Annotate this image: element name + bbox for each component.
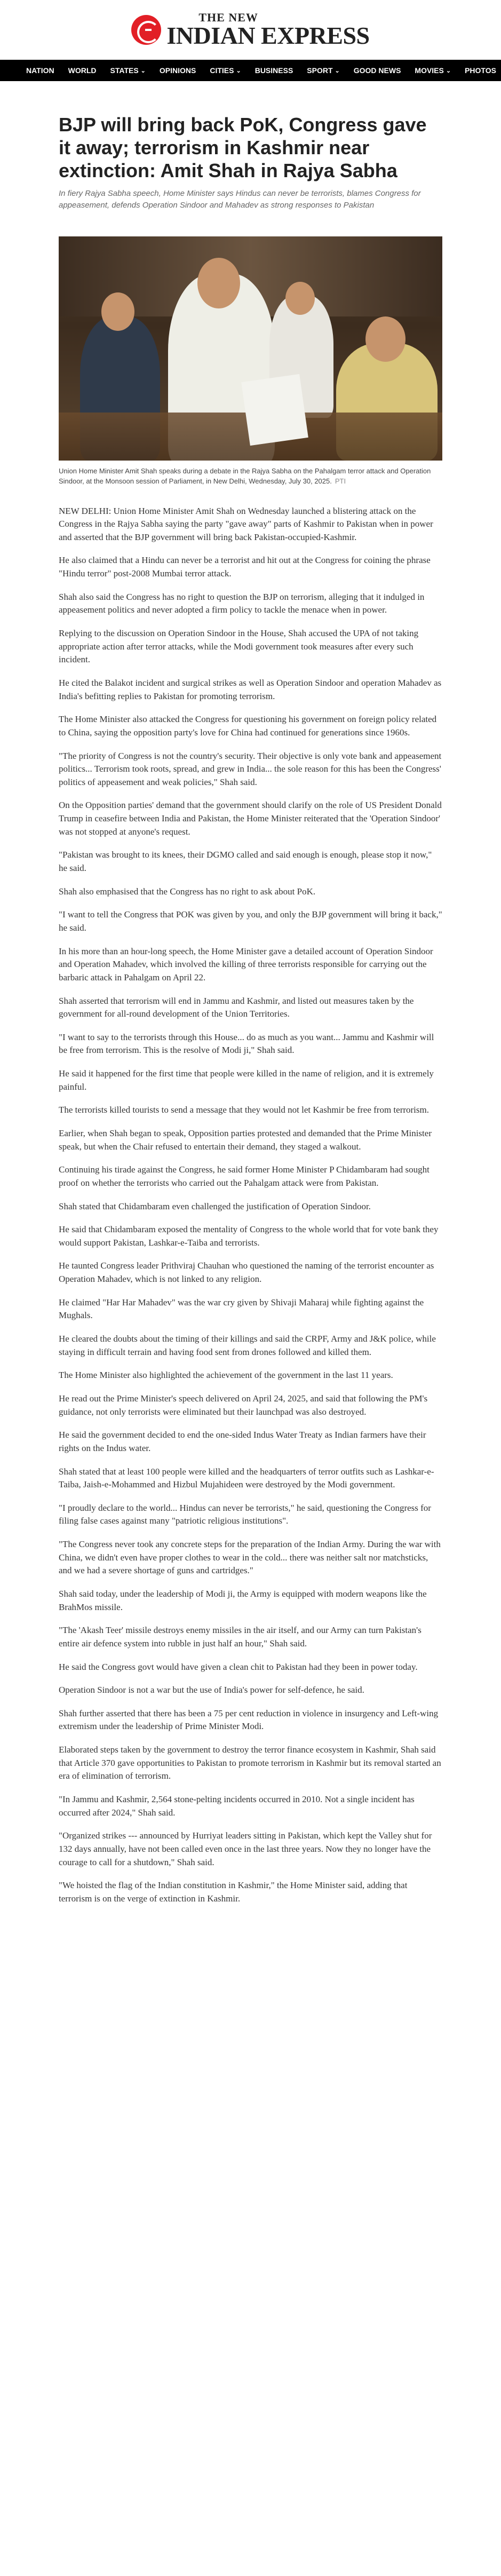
article-paragraph: Shah also emphasised that the Congress has no right to ask about PoK. bbox=[59, 886, 316, 897]
nav-item-label: STATES bbox=[110, 66, 139, 75]
article-paragraph: He said it happened for the first time that people were killed in the name of religion, and it is extremely painful. bbox=[59, 1068, 434, 1092]
article-paragraph: "The Congress never took any concrete steps for the preparation of the Indian Army. During the war with China, we didn't even have proper clothes to wear in the cold... there was neither salt nor matchsticks, and we had a severe shortage of guns and cartridges." bbox=[59, 1539, 441, 1576]
chevron-down-icon: ⌄ bbox=[140, 67, 146, 74]
nav-item-cities[interactable] bbox=[203, 66, 248, 75]
article-paragraph: Shah stated that Chidambaram even challenged the justification of Operation Sindoor. bbox=[59, 1201, 371, 1211]
chevron-down-icon: ⌄ bbox=[335, 67, 340, 74]
article-paragraph: He claimed "Har Har Mahadev" was the war cry given by Shivaji Maharaj while fighting against the Mughals. bbox=[59, 1297, 424, 1321]
article-paragraph: He cited the Balakot incident and surgical strikes as well as Operation Sindoor and operation Mahadev as India's befitting replies to Pakistan for promoting terrorism. bbox=[59, 677, 442, 701]
article-paragraph: "I proudly declare to the world... Hindus can never be terrorists," he said, questioning the Congress for filing false cases against many "patriotic religious institutions". bbox=[59, 1502, 431, 1526]
article-paragraph: On the Opposition parties' demand that the government should clarify on the role of US President Donald Trump in ceasefire between India and Pakistan, the Home Minister reiterated that the 'Operation Sindoor' was not stopped at anyone's request. bbox=[59, 800, 442, 837]
article-paragraph: He said that Chidambaram exposed the mentality of Congress to the whole world that for vote bank they would support Pakistan, Lashkar-e-Taiba and terrorists. bbox=[59, 1224, 439, 1248]
photo-caption bbox=[59, 466, 442, 487]
article-summary: In fiery Rajya Sabha speech, Home Minister says Hindus can never be terrorists, blames Congress for appeasement, defends Operation Sindoor and Mahadev as strong responses to Pakistan bbox=[59, 188, 421, 210]
photo-head-center bbox=[197, 258, 240, 308]
article-paragraph: He read out the Prime Minister's speech delivered on April 24, 2025, and said that following the PM's guidance, not only terrorists were eliminated but their launchpad was also destroyed. bbox=[59, 1393, 428, 1417]
article-paragraph: "We hoisted the flag of the Indian constitution in Kashmir," the Home Minister said, adding that terrorism is on the verge of extinction in Kashmir. bbox=[59, 1880, 408, 1904]
photo-head-back bbox=[285, 282, 315, 315]
chevron-down-icon: ⌄ bbox=[446, 67, 451, 74]
chevron-down-icon: ⌄ bbox=[236, 67, 241, 74]
nav-item-label: BUSINESS bbox=[255, 66, 293, 75]
article-paragraph: He said the government decided to end the one-sided Indus Water Treaty as Indian farmers have their rights on the Indus water. bbox=[59, 1430, 426, 1453]
article-paragraph: Shah stated that at least 100 people were killed and the headquarters of terror outfits such as Lashkar-e-Taiba, Jaish-e-Mohammed and Hizbul Mujahideen were destroyed by the Modi government. bbox=[59, 1466, 434, 1490]
nav-item-label: PHOTOS bbox=[465, 66, 496, 75]
article-paragraph: Shah asserted that terrorism will end in Jammu and Kashmir, and listed out measures taken by the government for all-round development of the Union Territories. bbox=[59, 995, 414, 1019]
article-paragraph: Shah also said the Congress has no right to question the BJP on terrorism, alleging that it indulged in appeasement politics and never adopted a firm policy to tackle the menace when in power. bbox=[59, 591, 425, 615]
nav-item-world[interactable] bbox=[61, 66, 104, 75]
photo-credit: PTI bbox=[335, 477, 346, 486]
nav-item-states[interactable] bbox=[104, 66, 153, 75]
article-paragraph: NEW DELHI: Union Home Minister Amit Shah on Wednesday launched a blistering attack on the Congress in the Rajya Sabha saying the party "gave away" parts of Kashmir to Pakistan when in power and asserted that the BJP government will bring back Pakistan-occupied-Kashmir. bbox=[59, 505, 433, 542]
express-logo-icon bbox=[131, 15, 161, 45]
nav-item-label: WORLD bbox=[68, 66, 97, 75]
article-paragraph: The Home Minister also attacked the Congress for questioning his government on foreign policy related to China, saying the opposition party's love for China had continued for generations since 1960s. bbox=[59, 714, 437, 738]
nav-item-sport[interactable] bbox=[300, 66, 346, 75]
article-paragraph: "In Jammu and Kashmir, 2,564 stone-pelting incidents occurred in 2010. Not a single incident has occurred after 2024," Shah said. bbox=[59, 1794, 415, 1818]
photo-papers bbox=[241, 374, 308, 445]
article-paragraph: Earlier, when Shah began to speak, Opposition parties protested and demanded that the Prime Minister speak, but when the Chair refused to entertain their demand, they staged a walkout. bbox=[59, 1128, 432, 1152]
nav-item-nation[interactable] bbox=[19, 66, 61, 75]
nav-item-label: CITIES bbox=[210, 66, 234, 75]
article-paragraph: "I want to say to the terrorists through this House... do as much as you want... Jammu and Kashmir will be free from terrorism. This is the resolve of Modi ji," Shah said. bbox=[59, 1032, 434, 1056]
article-photo[interactable] bbox=[59, 236, 442, 461]
article-headline: BJP will bring back PoK, Congress gave it away; terrorism in Kashmir near extinction: Amit Shah in Rajya Sabha bbox=[59, 114, 427, 182]
article-paragraph: He also claimed that a Hindu can never be a terrorist and hit out at the Congress for coining the phrase "Hindu terror" post-2008 Mumbai terror attack. bbox=[59, 555, 431, 579]
article-paragraph: He said the Congress govt would have given a clean chit to Pakistan had they been in power today. bbox=[59, 1661, 418, 1672]
article-paragraph: "I want to tell the Congress that POK was given by you, and only the BJP government will bring it back," he said. bbox=[59, 909, 442, 933]
article-paragraph: "Pakistan was brought to its knees, their DGMO called and said enough is enough, please stop it now," he said. bbox=[59, 850, 432, 874]
nav-item-good-news[interactable] bbox=[347, 66, 408, 75]
nav-item-photos[interactable] bbox=[458, 66, 501, 75]
article-paragraph: Elaborated steps taken by the government to destroy the terror finance ecosystem in Kashmir, Shah said that Article 370 gave opportunities to Pakistan to promote terrorism in Kashmir but its removal started an era of elimination of terrorism. bbox=[59, 1745, 441, 1781]
article-paragraph: He cleared the doubts about the timing of their killings and said the CRPF, Army and J&K police, while staying in difficult terrain and having food sent from drones followed and killed them. bbox=[59, 1334, 436, 1357]
article-paragraph: Operation Sindoor is not a war but the use of India's power for self-defence, he said. bbox=[59, 1685, 364, 1695]
nav-item-label: GOOD NEWS bbox=[353, 66, 401, 75]
nav-item-label: OPINIONS bbox=[159, 66, 196, 75]
nav-item-label: NATION bbox=[26, 66, 54, 75]
photo-head-left bbox=[101, 292, 134, 331]
article-paragraph: "The priority of Congress is not the country's security. Their objective is only vote bank and appeasement politics... Terrorism took roots, spread, and grew in India... the sole reason for this has been the Congress' politics of appeasement and weak policies," Shah said. bbox=[59, 750, 442, 787]
caption-text: Union Home Minister Amit Shah speaks during a debate in the Rajya Sabha on the Pahalgam terror attack and Operation Sindoor, at the Monsoon session of Parliament, in New Delhi, Wednesday, July 30, 2025. bbox=[59, 466, 431, 486]
article-paragraph: In his more than an hour-long speech, the Home Minister gave a detailed account of Operation Sindoor and Operation Mahadev, which involved the killing of three terrorists responsible for carrying out the barbaric attack in Pahalgam on April 22. bbox=[59, 946, 433, 982]
nav-item-business[interactable] bbox=[248, 66, 300, 75]
article-figure bbox=[59, 236, 442, 487]
logo-text bbox=[166, 12, 369, 48]
article-paragraph: "Organized strikes --- announced by Hurriyat leaders sitting in Pakistan, which kept the Valley shut for 132 days annually, have not been called even once in the last three years. Now they no longer have the courage to call for a shutdown," Shah said. bbox=[59, 1830, 432, 1867]
article-paragraph: Replying to the discussion on Operation Sindoor in the House, Shah accused the UPA of not taking appropriate action after terror attacks, while the Modi government took measures after every such incident. bbox=[59, 628, 419, 665]
nav-item-label: MOVIES bbox=[415, 66, 444, 75]
article-paragraph: "The 'Akash Teer' missile destroys enemy missiles in the air itself, and our Army can turn Pakistan's entire air defence system into rubble in just half an hour," Shah said. bbox=[59, 1625, 422, 1648]
article-body bbox=[59, 505, 442, 1906]
site-logo[interactable] bbox=[131, 12, 369, 48]
nav-item-movies[interactable] bbox=[408, 66, 458, 75]
logo-the: THE NEW bbox=[198, 11, 258, 24]
article-paragraph: Shah further asserted that there has been a 75 per cent reduction in violence in insurgency and Left-wing extremism under the leadership of Prime Minister Modi. bbox=[59, 1708, 439, 1732]
masthead bbox=[0, 0, 501, 60]
article-paragraph: Shah said today, under the leadership of Modi ji, the Army is equipped with modern weapons like the BrahMos missile. bbox=[59, 1589, 427, 1612]
main-navigation bbox=[0, 60, 501, 81]
article bbox=[0, 113, 501, 1906]
photo-head-right bbox=[365, 316, 405, 362]
article-paragraph: The terrorists killed tourists to send a message that they would not let Kashmir be free from terrorism. bbox=[59, 1105, 429, 1115]
article-paragraph: The Home Minister also highlighted the achievement of the government in the last 11 years. bbox=[59, 1370, 393, 1381]
nav-item-opinions[interactable] bbox=[153, 66, 203, 75]
logo-name: INDIAN EXPRESS bbox=[166, 22, 370, 49]
article-paragraph: Continuing his tirade against the Congress, he said former Home Minister P Chidambaram had sought proof on whether the terrorists who carried out the Pahalgam attack were from Pakistan. bbox=[59, 1164, 430, 1188]
article-paragraph: He taunted Congress leader Prithviraj Chauhan who questioned the naming of the terrorist encounter as Operation Mahadev, which is not linked to any religion. bbox=[59, 1261, 434, 1285]
nav-item-label: SPORT bbox=[307, 66, 333, 75]
